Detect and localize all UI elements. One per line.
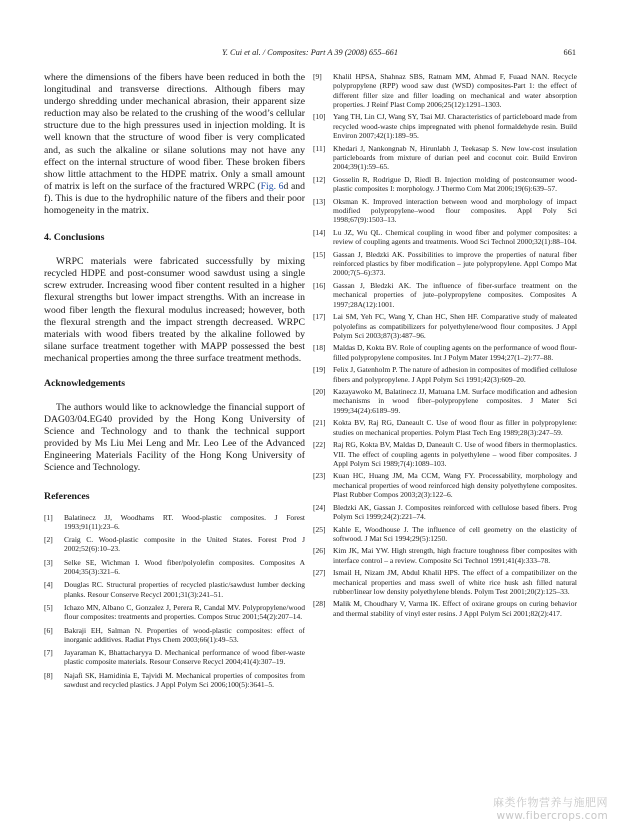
reference-text: Gassan J, Bledzki AK. The influence of fiber-surface treatment on the mechanical properties of jute–polypropylene composites. Composites A 1997;28A(12):1001.: [333, 281, 577, 309]
reference-item: [44, 580, 305, 599]
reference-list: [44, 513, 305, 690]
acknowledgements-heading: Acknowledgements: [44, 377, 126, 389]
reference-text: Kim JK, Mai YW. High strength, high fracture toughness fiber composites with interface control – a review. Composite Sci Technol 1991;41(4):333–78.: [333, 546, 577, 565]
running-head: Y. Cui et al. / Composites: Part A 39 (2008) 655–661: [222, 48, 398, 57]
reference-number: [22]: [313, 440, 326, 450]
reference-text: Gosselin R, Rodrigue D, Riedl B. Injection molding of postconsumer wood-plastic composites I: morphology. J Thermo Com Mat 2006;19(6):639–57.: [333, 174, 577, 194]
reference-item: [44, 626, 305, 645]
reference-text: Malik M, Choudhary V, Varma IK. Effect of oxirane groups on curing behavior and thermal stability of vinyl ester resins. J Appl Polym Sci 2001;82(2):417.: [333, 599, 577, 618]
reference-item: [313, 281, 577, 309]
reference-item: [313, 471, 577, 499]
reference-text: Balatinecz JJ, Woodhams RT. Wood-plastic composites. J Forest 1993;91(11):23–6.: [64, 512, 305, 531]
reference-text: Lai SM, Yeh FC, Wang Y, Chan HC, Shen HF. Comparative study of maleated polyolefins as compatibilizers for polyethylene/wood flour composites. J Appl Polym Sci 2003;87(3):487–96.: [333, 312, 577, 340]
reference-number: [5]: [44, 602, 53, 612]
reference-number: [10]: [313, 112, 326, 122]
reference-item: [313, 112, 577, 140]
reference-text: Khalil HPSA, Shahnaz SBS, Ratnam MM, Ahmad F, Fuaad NAN. Recycle polypropylene (RPP) wood saw dust (WSD) composites-Part 1: the effect of different filler size and filler loading on mechanical and water absorption properties. J Reinf Plast Comp 2006;25(12):1291–1303.: [333, 72, 577, 109]
reference-item: [44, 558, 305, 577]
reference-number: [3]: [44, 557, 53, 567]
reference-item: [313, 312, 577, 340]
reference-item: [313, 440, 577, 468]
reference-text: Jayaraman K, Bhattacharyya D. Mechanical performance of wood fiber-waste plastic composite materials. Resour Conserve Recycl 2004;41(4):307–19.: [64, 648, 305, 667]
page-number: 661: [563, 48, 576, 57]
reference-number: [24]: [313, 502, 326, 512]
reference-item: [313, 72, 577, 109]
reference-item: [44, 513, 305, 532]
body-text: d and f). This is due to the hydrophilic nature of the fibers and their poor homogeneity in the matrix.: [44, 180, 305, 217]
body-paragraph: [44, 72, 305, 217]
reference-number: [19]: [313, 365, 326, 375]
watermark-site-name: 麻类作物营养与施肥网: [493, 796, 608, 809]
reference-text: Oksman K. Improved interaction between wood and morphology of impact modified polypropylene–wood flour composites. Appl Poly Sci 1998;67(9):1503–13.: [333, 196, 577, 225]
reference-number: [13]: [313, 196, 326, 206]
reference-item: [44, 535, 305, 554]
reference-number: [2]: [44, 535, 53, 545]
reference-number: [7]: [44, 648, 53, 658]
reference-text: Selke SE, Wichman I. Wood fiber/polyolefin composites. Composites A 2004;35(3):321–6.: [64, 557, 305, 577]
reference-number: [4]: [44, 580, 53, 590]
reference-text: Ichazo MN, Albano C, Gonzalez J, Perera R, Candal MV. Polypropylene/wood flour composites: treatments and properties. Compos Struc 2001;54(2):207–14.: [64, 602, 305, 622]
reference-number: [14]: [313, 227, 326, 237]
reference-number: [6]: [44, 625, 53, 635]
reference-text: Kazayawoko M, Balatinecz JJ, Matuana LM. Surface modification and adhesion mechanisms in wood fiber–polypropylene composites. J Mater Sci 1999;34(24):6189–99.: [333, 387, 577, 415]
right-column: [313, 72, 577, 618]
reference-text: Ismail H, Nizam JM, Abdul Khalil HPS. The effect of a compatibilizer on the mechanical properties and mass swell of white rice husk ash filled natural rubber/linear low density polyethylene blends. Polym Test 2001;20(2):125–33.: [333, 568, 577, 596]
reference-text: Lu JZ, Wu QL. Chemical coupling in wood fiber and polymer composites: a review of coupling agents and treatments. Wood Sci Technol 2000;32(1):88–104.: [333, 227, 577, 247]
reference-text: Kokta BV, Raj RG, Daneault C. Use of wood flour as filler in polypropylene: studies on mechanical properties. Polym Plast Tech Eng 1989;28(3):247–59.: [333, 418, 577, 437]
reference-number: [12]: [313, 174, 326, 184]
reference-number: [25]: [313, 524, 326, 534]
reference-text: Kuan HC, Huang JM, Ma CCM, Wang FY. Processability, morphology and mechanical properties of wood reinforced high density polyethylene composites. Plast Rubber Compos 2003;2(3):122–6.: [333, 471, 577, 500]
reference-number: [28]: [313, 599, 326, 609]
reference-item: [313, 546, 577, 565]
page-header: [44, 48, 576, 60]
reference-number: [16]: [313, 281, 326, 291]
reference-number: [23]: [313, 471, 326, 481]
section-heading: 4. Conclusions: [44, 232, 105, 244]
reference-number: [17]: [313, 312, 326, 322]
body-text: where the dimensions of the fibers have been reduced in both the longitudinal and transverse directions. Although fibers may undergo shredding under mechanical abrasion, their apparent size reduction may also be related to the crushing of the wood’s cellular structure due to the high pressures used in injection molding. It is well known that the structure of wood fiber is very complicated and, as such the alkaline or silane solutions may not have any effect on the internal structure of wood fiber. These broken fibers show little attachment to the HDPE matrix. Only a small amount of matrix is left on the surface of the fractured WRPC (: [44, 72, 305, 192]
reference-item: [313, 250, 577, 278]
reference-list-continued: [313, 72, 577, 618]
reference-number: [15]: [313, 249, 326, 259]
reference-item: [313, 197, 577, 225]
reference-item: [313, 365, 577, 384]
reference-item: [313, 228, 577, 247]
reference-item: [313, 599, 577, 618]
reference-number: [1]: [44, 512, 53, 522]
reference-text: Maldas D, Kokta BV. Role of coupling agents on the performance of wood flour-filled polypropylene composites. Int J Polym Mater 1994;27(1–2):77–88.: [333, 343, 577, 362]
reference-number: [8]: [44, 670, 53, 680]
reference-item: [313, 418, 577, 437]
reference-number: [11]: [313, 143, 326, 153]
reference-number: [20]: [313, 387, 326, 397]
acknowledgements-paragraph: The authors would like to acknowledge the financial support of DAG03/04.EG40 provided by the Hong Kong University of Science and Technology and to thank the technical support provided by Ms Liu Mei Leng and Mr. Leo Lee of the Advanced Engineering Materials Facility of the Hong Kong University of Science and Technology.: [44, 401, 305, 474]
reference-item: [313, 175, 577, 194]
reference-item: [44, 603, 305, 622]
site-watermark: [493, 794, 608, 822]
reference-item: [44, 648, 305, 667]
reference-item: [313, 568, 577, 596]
reference-item: [313, 525, 577, 544]
reference-item: [313, 387, 577, 415]
reference-text: Felix J, Gatenholm P. The nature of adhesion in composites of modified cellulose fibers and polypropylene. J Appl Polym Sci 1991;42(3):609–20.: [333, 365, 577, 384]
reference-number: [26]: [313, 546, 326, 556]
reference-text: Bledzki AK, Gassan J. Composites reinforced with cellulose based fibers. Prog Polym Sci 1999;24(2):221–74.: [333, 502, 577, 521]
reference-text: Khedari J, Nankongnab N, Hirunlabh J, Teekasap S. New low-cost insulation particleboards from mixture of durian peel and coconut coir. Build Environ 2004;39(1):59–65.: [333, 143, 577, 172]
reference-item: [313, 343, 577, 362]
reference-text: Craig C. Wood-plastic composite in the United States. Forest Prod J 2002;52(6):10–23.: [64, 535, 305, 554]
watermark-url: www.fibercrops.com: [496, 810, 608, 822]
reference-number: [27]: [313, 568, 326, 578]
reference-text: Yang TH, Lin CJ, Wang SY, Tsai MJ. Characteristics of particleboard made from recycled wood-waste chips impregnated with phenol formaldehyde resin. Build Environ 2007;42(1):189–95.: [333, 112, 577, 141]
reference-item: [313, 144, 577, 172]
reference-text: Douglas RC. Structural properties of recycled plastic/sawdust lumber decking planks. Resour Conserve Recycl 2001;31(3):241–51.: [64, 580, 305, 599]
references-heading: References: [44, 490, 90, 502]
conclusions-paragraph: WRPC materials were fabricated successfully by mixing recycled HDPE and post-consumer wood sawdust using a single screw extruder. Increasing wood fiber content resulted in a higher flexural strengths but lower impact strengths. With an increase in wood fiber length the flexural modulus increased; however, both the flexural strength and the impact strength decreased. WRPC materials with wood fibers treated by the alkaline followed by silane surface treatment together with MAPP possessed the best mechanical properties among the three surface treatment methods.: [44, 256, 305, 364]
reference-text: Raj RG, Kokta BV, Maldas D, Daneault C. Use of wood fibers in thermoplastics. VII. The effect of coupling agents in polyethylene – wood fiber composites. J Appl Polym Sci 1989;7(4):1089–103.: [333, 440, 577, 468]
reference-text: Gassan J, Bledzki AK. Possibilities to improve the properties of natural fiber reinforced plastics by fiber modification – jute polypropylene. Appl Compo Mat 2000;7(5–6):373.: [333, 249, 577, 278]
reference-text: Bakraji EH, Salman N. Properties of wood-plastic composites: effect of inorganic additives. Radiat Phys Chem 2003;66(1):49–53.: [64, 625, 305, 644]
figure-link[interactable]: Fig. 6: [260, 180, 284, 192]
reference-number: [21]: [313, 418, 326, 428]
reference-number: [18]: [313, 343, 326, 353]
reference-item: [44, 671, 305, 690]
reference-number: [9]: [313, 72, 322, 81]
reference-text: Najafi SK, Hamidinia E, Tajvidi M. Mechanical properties of composites from sawdust and recycled plastics. J Appl Polym Sci 2006;100(5):3641–5.: [64, 670, 305, 689]
left-column: [44, 72, 305, 689]
reference-text: Kahle E, Woodhouse J. The influence of cell geometry on the elasticity of softwood. J Mat Sci 1994;29(5):1250.: [333, 524, 577, 543]
reference-item: [313, 503, 577, 522]
